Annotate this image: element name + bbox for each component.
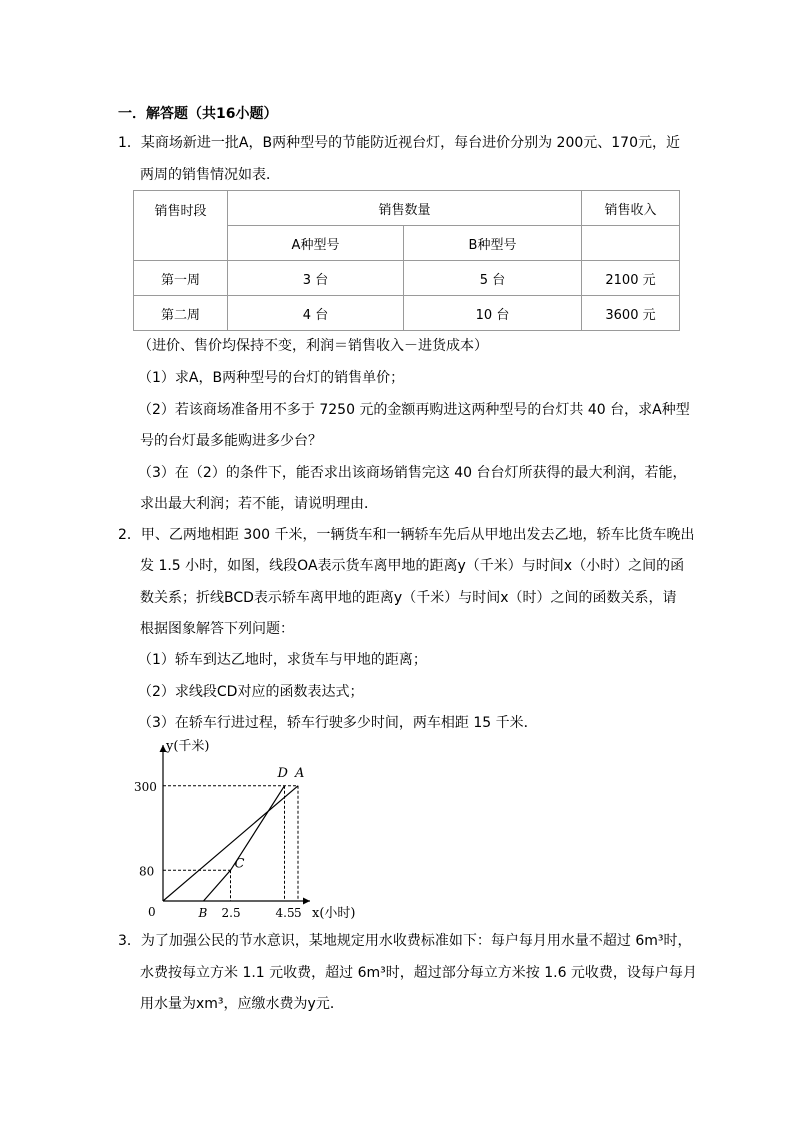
x-tick-label: 5 bbox=[294, 906, 302, 920]
q1-part2-line2: 号的台灯最多能购进多少台？ bbox=[140, 433, 322, 449]
q1-number: 1． bbox=[118, 135, 141, 151]
q1-note: （进价、售价均保持不变，利润＝销售收入－进货成本） bbox=[138, 338, 488, 354]
q2-line3: 数关系；折线BCD表示轿车离甲地的距离y（千米）与时间x（时）之间的函数关系，请 bbox=[140, 590, 677, 606]
x-tick-label: 2.5 bbox=[221, 906, 241, 920]
cell-a: 3 台 bbox=[228, 261, 404, 296]
q2-number: 2． bbox=[118, 527, 141, 543]
x-tick-label: B bbox=[198, 906, 208, 920]
q3-line3: 用水量为xm³，应缴水费为y元． bbox=[140, 996, 344, 1012]
q1-part2-line1: （2）若该商场准备用不多于 7250 元的金额再购进这两种型号的台灯共 40 台，求A种型 bbox=[138, 402, 690, 418]
q3-line2: 水费按每立方米 1.1 元收费，超过 6m³时，超过部分每立方米按 1.6 元收费，设每户每月 bbox=[140, 965, 697, 981]
section-title: 一．解答题（共16小题） bbox=[118, 106, 278, 122]
q2-part1: （1）轿车到达乙地时，求货车与甲地的距离； bbox=[138, 652, 427, 668]
header-income: 销售收入 bbox=[582, 191, 680, 226]
q1-part3-line2: 求出最大利润；若不能，请说明理由． bbox=[140, 496, 378, 512]
cell-b: 5 台 bbox=[404, 261, 582, 296]
series-line-BCD bbox=[204, 786, 285, 901]
cell-period: 第一周 bbox=[134, 261, 228, 296]
header-period: 销售时段 bbox=[134, 191, 228, 261]
origin-label: 0 bbox=[148, 905, 156, 919]
q3-text-1: 为了加强公民的节水意识，某地规定用水收费标准如下：每户每月用水量不超过 6m³时， bbox=[140, 933, 692, 949]
header-quantity: 销售数量 bbox=[228, 191, 582, 226]
subheader-a: A种型号 bbox=[228, 226, 404, 261]
cell-income: 3600 元 bbox=[582, 296, 680, 331]
cell-a: 4 台 bbox=[228, 296, 404, 331]
point-label-C: C bbox=[234, 856, 245, 872]
q1-text-1: 某商场新进一批A，B两种型号的节能防近视台灯，每台进价分别为 200元、170元，近 bbox=[140, 135, 680, 151]
q1-part1: （1）求A，B两种型号的台灯的销售单价； bbox=[138, 370, 405, 386]
subheader-b: B种型号 bbox=[404, 226, 582, 261]
q2-part2: （2）求线段CD对应的函数表达式； bbox=[138, 684, 364, 700]
q3-number: 3． bbox=[118, 933, 141, 949]
cell-period: 第二周 bbox=[134, 296, 228, 331]
series-line-OA bbox=[163, 786, 298, 901]
q2-line4: 根据图象解答下列问题： bbox=[140, 621, 294, 637]
y-axis-label: y(千米) bbox=[166, 739, 210, 754]
point-label-A: A bbox=[295, 765, 305, 781]
q2-part3: （3）在轿车行进过程，轿车行驶多少时间，两车相距 15 千米． bbox=[138, 715, 538, 731]
q1-part3-line1: （3）在（2）的条件下，能否求出该商场销售完这 40 台台灯所获得的最大利润，若能， bbox=[138, 465, 687, 481]
cell-income: 2100 元 bbox=[582, 261, 680, 296]
y-tick-label: 300 bbox=[134, 779, 157, 794]
q2-line2: 发 1.5 小时，如图，线段OA表示货车离甲地的距离y（千米）与时间x（小时）之间的函 bbox=[140, 558, 685, 574]
x-tick-label: 4.5 bbox=[275, 906, 295, 920]
q1-line2: 两周的销售情况如表． bbox=[140, 167, 280, 183]
cell-b: 10 台 bbox=[404, 296, 582, 331]
q2-text-1: 甲、乙两地相距 300 千米，一辆货车和一辆轿车先后从甲地出发去乙地，轿车比货车晚出 bbox=[140, 527, 695, 543]
q3-line1 bbox=[118, 932, 692, 950]
point-label-D: D bbox=[277, 765, 288, 781]
y-tick-label: 80 bbox=[139, 864, 155, 879]
x-axis-label: x(小时) bbox=[312, 906, 356, 921]
